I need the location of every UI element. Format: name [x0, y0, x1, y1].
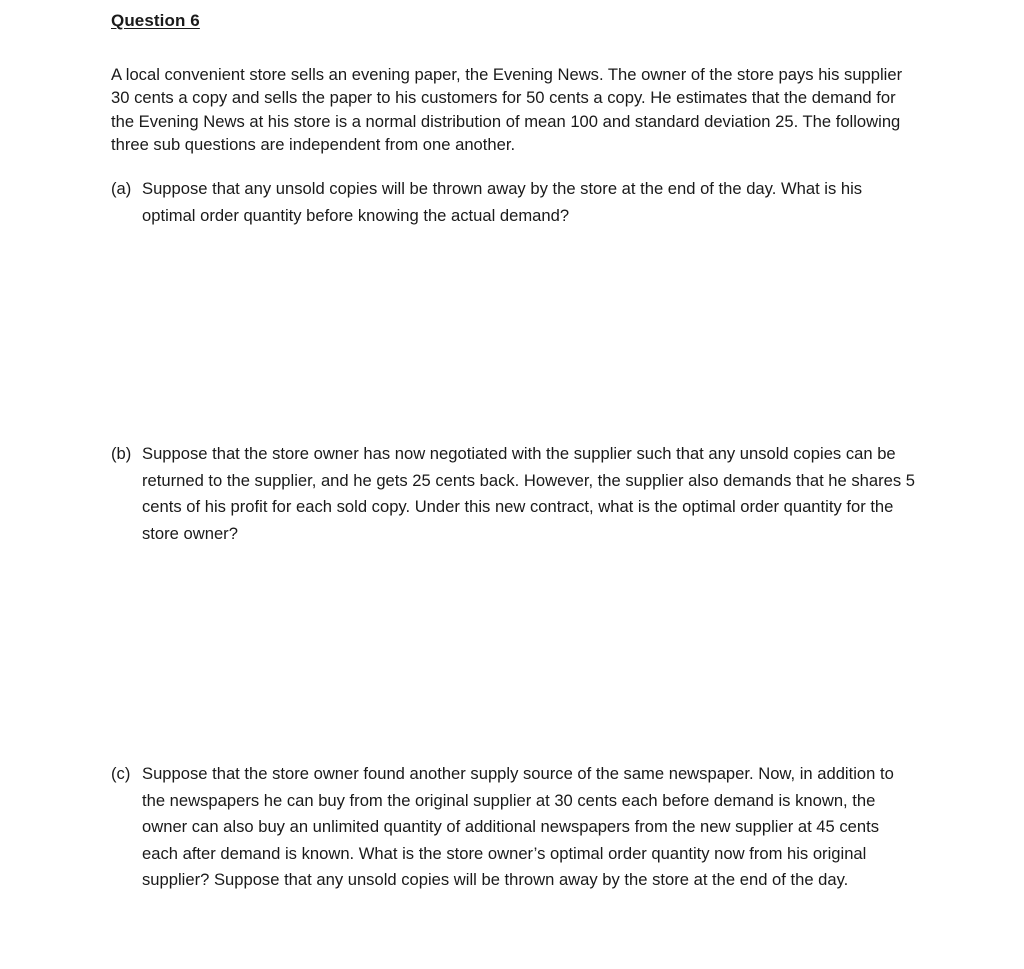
- sub-question-b-label: (b): [111, 444, 132, 463]
- sub-question-a: [111, 176, 916, 229]
- sub-question-b-text: Suppose that the store owner has now negotiated with the supplier such that any unsold copies can be returned to the supplier, and he gets 25 cents back. However, the supplier also demands that he shares 5 cents of his profit for each sold copy. Under this new contract, what is the optimal order quantity for the store owner?: [142, 444, 916, 543]
- sub-question-c: [111, 761, 916, 894]
- question-intro: A local convenient store sells an evening paper, the Evening News. The owner of the store pays his supplier 30 cents a copy and sells the paper to his customers for 50 cents a copy. He estimates that the demand for the Evening News at his store is a normal distribution of mean 100 and standard deviation 25. The following three sub questions are independent from one another.: [111, 65, 903, 154]
- sub-question-a-text: Suppose that any unsold copies will be thrown away by the store at the end of the day. What is his optimal order quantity before knowing the actual demand?: [142, 179, 863, 225]
- sub-question-c-label: (c): [111, 764, 131, 783]
- sub-question-c-text: Suppose that the store owner found another supply source of the same newspaper. Now, in addition to the newspapers he can buy from the original supplier at 30 cents each before demand is known, the owner can also buy an unlimited quantity of additional newspapers from the new supplier at 45 cents each after demand is known. What is the store owner’s optimal order quantity now from his original supplier? Suppose that any unsold copies will be thrown away by the store at the end of the day.: [142, 764, 894, 890]
- sub-question-a-label: (a): [111, 179, 132, 198]
- question-title: Question 6: [111, 11, 200, 30]
- sub-question-b: [111, 441, 916, 547]
